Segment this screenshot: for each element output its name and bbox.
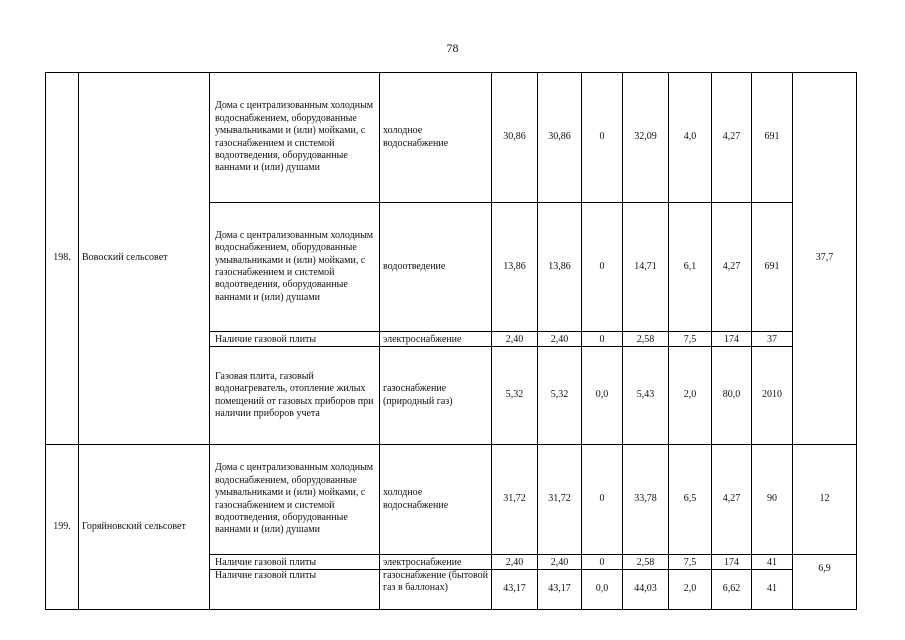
value-cell: 5,32 [492,347,538,445]
value-cell: 0 [582,73,623,203]
utility-service: электроснабжение [380,555,492,570]
value-cell: 32,09 [623,73,669,203]
value-cell: 90 [752,445,793,555]
value-cell: 2,40 [492,332,538,347]
utility-service: газоснабжение (природный газ) [380,347,492,445]
value-cell: 174 [712,332,752,347]
value-cell: 44,03 [623,570,669,610]
housing-description: Наличие газовой плиты [210,332,380,347]
value-cell: 31,72 [492,445,538,555]
table-row [46,445,857,555]
value-cell: 37 [752,332,793,347]
housing-description: Газовая плита, газовый водонагреватель, отопление жилых помещений от газовых приборов при наличии приборов учета [210,347,380,445]
value-cell: 0 [582,555,623,570]
utility-service: газоснабжение (бытовой газ в баллонах) [380,570,492,610]
value-cell: 5,32 [538,347,582,445]
settlement-name: Вовоский сельсовет [79,73,210,445]
value-cell: 6,62 [712,570,752,610]
value-cell: 4,27 [712,445,752,555]
value-cell: 6,1 [669,203,712,332]
table-row [46,73,857,203]
utility-service: электроснабжение [380,332,492,347]
value-cell: 0,0 [582,347,623,445]
value-cell: 2,40 [538,332,582,347]
value-cell: 0 [582,332,623,347]
value-cell: 43,17 [492,570,538,610]
value-cell: 174 [712,555,752,570]
housing-description: Дома с централизованным холодным водоснабжением, оборудованные умывальниками и (или) мойками, с газоснабжением и системой водоотведения, оборудованные ваннами и (или) душами [210,445,380,555]
value-cell: 30,86 [538,73,582,203]
value-cell: 2010 [752,347,793,445]
value-cell: 41 [752,570,793,610]
housing-description: Дома с централизованным холодным водоснабжением, оборудованные умывальниками и (или) мойками, с газоснабжением и системой водоотведения, оборудованные ваннами и (или) душами [210,203,380,332]
value-cell: 0,0 [582,570,623,610]
value-cell: 2,40 [538,555,582,570]
value-cell: 5,43 [623,347,669,445]
value-cell: 2,40 [492,555,538,570]
value-cell: 2,58 [623,332,669,347]
value-cell: 13,86 [492,203,538,332]
value-cell: 43,17 [538,570,582,610]
housing-description: Дома с централизованным холодным водоснабжением, оборудованные умывальниками и (или) мойками, с газоснабжением и системой водоотведения, оборудованные ваннами и (или) душами [210,73,380,203]
value-cell: 7,5 [669,555,712,570]
settlement-name: Горяйновский сельсовет [79,445,210,610]
page-number: 78 [446,41,459,55]
value-cell: 33,78 [623,445,669,555]
value-cell: 41 [752,555,793,570]
summary-value: 6,9 [793,555,857,610]
value-cell: 2,58 [623,555,669,570]
utility-service: водоотведение [380,203,492,332]
value-cell: 4,0 [669,73,712,203]
summary-value: 12 [793,445,857,555]
value-cell: 14,71 [623,203,669,332]
utility-service: холодное водоснабжение [380,73,492,203]
value-cell: 4,27 [712,203,752,332]
value-cell: 13,86 [538,203,582,332]
value-cell: 4,27 [712,73,752,203]
summary-value: 37,7 [793,73,857,445]
value-cell: 30,86 [492,73,538,203]
tariff-table [45,72,857,610]
value-cell: 31,72 [538,445,582,555]
value-cell: 80,0 [712,347,752,445]
value-cell: 2,0 [669,347,712,445]
housing-description: Наличие газовой плиты [210,570,380,610]
value-cell: 691 [752,203,793,332]
utility-service: холодное водоснабжение [380,445,492,555]
value-cell: 0 [582,203,623,332]
value-cell: 7,5 [669,332,712,347]
row-number: 199. [46,445,79,610]
value-cell: 6,5 [669,445,712,555]
housing-description: Наличие газовой плиты [210,555,380,570]
value-cell: 691 [752,73,793,203]
value-cell: 2,0 [669,570,712,610]
value-cell: 0 [582,445,623,555]
row-number: 198. [46,73,79,445]
